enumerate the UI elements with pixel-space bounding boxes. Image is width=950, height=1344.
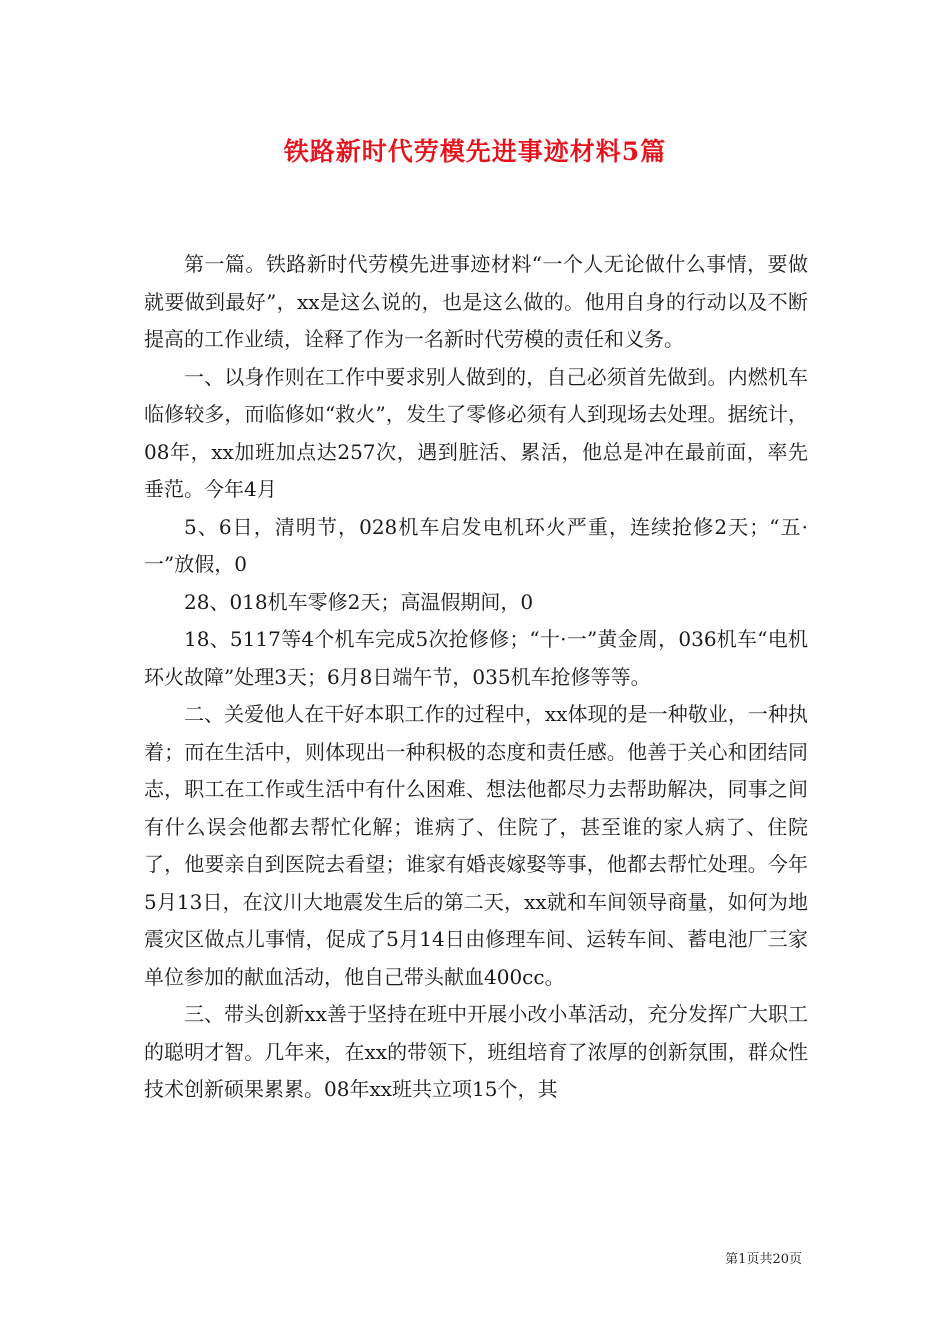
paragraph: 三、带头创新xx善于坚持在班中开展小改小革活动，充分发挥广大职工的聪明才智。几年来，在xx的带领下，班组培育了浓厚的创新氛围，群众性技术创新硕果累累。08年xx班共立项15个，其 bbox=[144, 1002, 808, 1101]
page-number-footer: 第1页共20页 bbox=[725, 1252, 802, 1267]
document-body bbox=[144, 246, 808, 1109]
paragraph: 二、关爱他人在干好本职工作的过程中，xx体现的是一种敬业，一种执着；而在生活中，则体现出一种积极的态度和责任感。他善于关心和团结同志，职工在工作或生活中有什么困难、想法他都尽力去帮助解决，同事之间有什么误会他都去帮忙化解；谁病了、住院了，甚至谁的家人病了、住院了，他要亲自到医院去看望；谁家有婚丧嫁娶等事，他都去帮忙处理。今年5月13日，在汶川大地震发生后的第二天，xx就和车间领导商量，如何为地震灾区做点儿事情，促成了5月14日由修理车间、运转车间、蓄电池厂三家单位参加的献血活动，他自己带头献血400cc。 bbox=[144, 702, 808, 989]
document-title: 铁路新时代劳模先进事迹材料5篇 bbox=[283, 137, 667, 166]
paragraph: 5、6日，清明节，028机车启发电机环火严重，连续抢修2天；“五·一”放假，0 bbox=[144, 514, 808, 576]
paragraph: 28、018机车零修2天；高温假期间，0 bbox=[184, 589, 534, 614]
paragraph: 18、5117等4个机车完成5次抢修修；“十·一”黄金周，036机车“电机环火故障”处理3天；6月8日端午节，035机车抢修等等。 bbox=[144, 627, 808, 689]
paragraph: 一、以身作则在工作中要求别人做到的，自己必须首先做到。内燃机车临修较多，而临修如“救火”，发生了零修必须有人到现场去处理。据统计，08年，xx加班加点达257次，遇到脏活、累活，他总是冲在最前面，率先垂范。今年4月 bbox=[144, 364, 808, 501]
paragraph: 第一篇。铁路新时代劳模先进事迹材料“一个人无论做什么事情，要做就要做到最好”，xx是这么说的，也是这么做的。他用自身的行动以及不断提高的工作业绩，诠释了作为一名新时代劳模的责任和义务。 bbox=[144, 252, 808, 351]
